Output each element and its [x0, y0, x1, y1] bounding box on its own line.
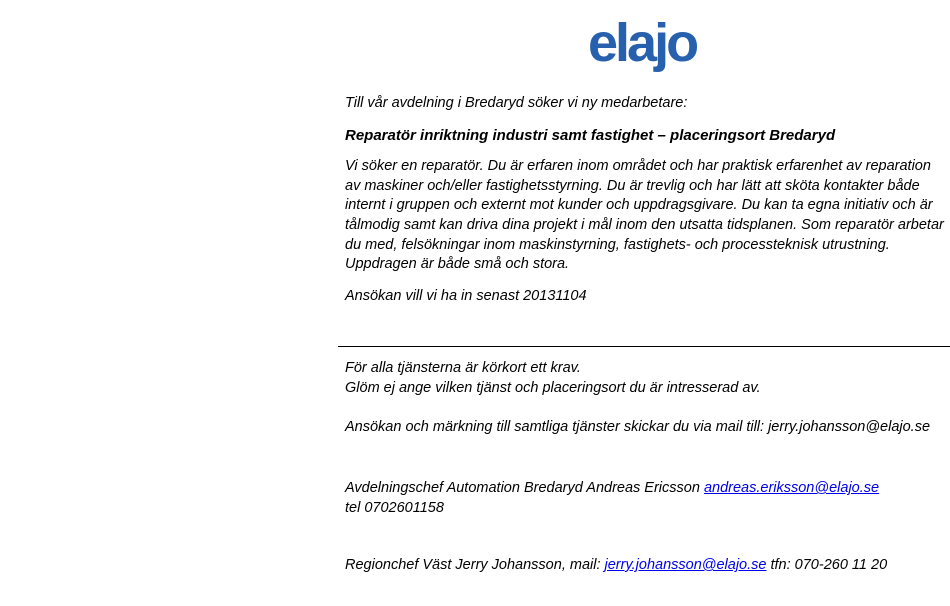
- application-deadline: Ansökan vill vi ha in senast 20131104: [345, 287, 587, 304]
- apply-instructions: [345, 418, 930, 438]
- license-requirement: För alla tjänsterna är körkort ett krav.: [345, 360, 581, 376]
- elajo-logo: elajo: [588, 13, 697, 73]
- regional-line: [345, 556, 887, 576]
- regional-contact: [345, 556, 887, 576]
- manager-phone: tel 0702601158: [345, 499, 444, 516]
- job-description: Vi söker en reparatör. Du är erfaren inom området och har praktisk erfarenhet av reparation av maskiner och/eller fastighetsstyrning. Du är trevlig och har lätt att sköta kontakter både internt i gruppen och externt mot kunder och uppdragsgivare. Du kan ta egna initiativ och är tålmodig samt kan driva dina projekt i mål inom den utsatta tidsplanen. Som reparatör arbetar du med, felsökningar inom maskinstyrning, fastighets- och processteknisk utrustning. Uppdragen är både små och stora.: [345, 158, 944, 273]
- section-divider: [338, 346, 950, 347]
- regional-name: Regionchef Väst Jerry Johansson, mail:: [345, 557, 605, 573]
- regional-email-link[interactable]: jerry.johansson@elajo.se: [604, 557, 767, 573]
- manager-contact: [345, 479, 879, 518]
- manager-name: Avdelningschef Automation Bredaryd Andreas Ericsson: [345, 480, 704, 496]
- requirements-notes: [345, 359, 761, 398]
- specify-position-note: Glöm ej ange vilken tjänst och placeringsort du är intresserad av.: [345, 379, 761, 396]
- regional-phone: tfn: 070-260 11 20: [766, 557, 888, 573]
- job-title: Reparatör inriktning industri samt fastighet – placeringsort Bredaryd: [345, 126, 836, 144]
- intro-text: Till vår avdelning i Bredaryd söker vi ny medarbetare:: [345, 95, 688, 111]
- manager-email-link[interactable]: andreas.eriksson@elajo.se: [703, 480, 880, 496]
- apply-text: Ansökan och märkning till samtliga tjänster skickar du via mail till: jerry.johansson@elajo.se: [345, 419, 931, 435]
- manager-line: [345, 479, 879, 499]
- job-ad-content: [345, 94, 950, 306]
